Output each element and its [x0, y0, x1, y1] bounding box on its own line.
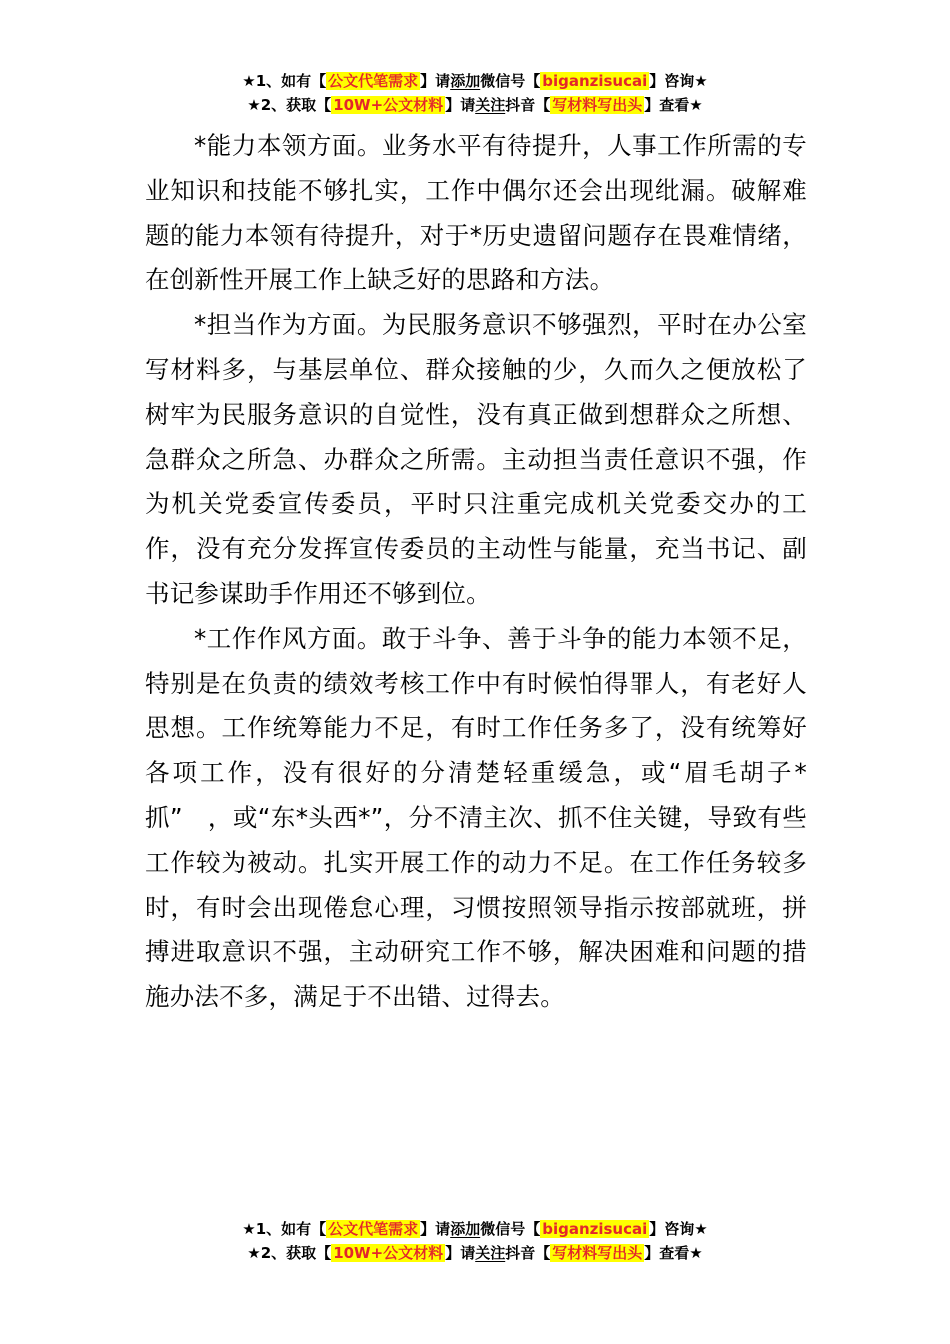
footer-line-2-mid2: 抖音【	[505, 1244, 551, 1262]
header-line-2-mid2: 抖音【	[505, 96, 551, 114]
header-line-2-prefix: ★2、获取【	[247, 96, 332, 114]
document-body	[145, 124, 807, 1020]
footer-line-1-mid2: 微信号【	[480, 1220, 541, 1238]
header-line-2	[0, 93, 950, 117]
footer-line-2-emphasis: 关注	[475, 1244, 506, 1262]
header-line-1-mid: 】请	[420, 72, 451, 90]
header-line-1-suffix: 】咨询★	[649, 72, 708, 90]
paragraph-ability: *能力本领方面。业务水平有待提升，人事工作所需的专业知识和技能不够扎实，工作中偶尔还会出现纰漏。破解难题的能力本领有待提升，对于*历史遗留问题存在畏难情绪，在创新性开展工作上缺乏好的思路和方法。	[145, 131, 807, 295]
header-line-1-emphasis: 添加	[450, 72, 481, 90]
footer-line-2-suffix: 】查看★	[644, 1244, 703, 1262]
header-line-1-prefix: ★1、如有【	[242, 72, 327, 90]
header-line-1-highlight-service: 公文代笔需求	[328, 72, 419, 90]
header-line-1-mid2: 微信号【	[480, 72, 541, 90]
header-line-1-highlight-wechat: biganzisucai	[542, 72, 648, 90]
footer-line-1-suffix: 】咨询★	[649, 1220, 708, 1238]
footer-line-2-prefix: ★2、获取【	[247, 1244, 332, 1262]
header-line-1	[0, 69, 950, 93]
footer-line-1-prefix: ★1、如有【	[242, 1220, 327, 1238]
footer-line-2	[0, 1241, 950, 1265]
footer-line-2-highlight-douyin: 写材料写出头	[552, 1244, 643, 1262]
paragraph-work-style: *工作作风方面。敢于斗争、善于斗争的能力本领不足，特别是在负责的绩效考核工作中有时候怕得罪人，有老好人思想。工作统筹能力不足，有时工作任务多了，没有统筹好各项工作，没有很好的分清楚轻重缓急，或“眉毛胡子*抓” ，或“东*头西*”，分不清主次、抓不住关键，导致有些工作较为被动。扎实开展工作的动力不足。在工作任务较多时，有时会出现倦怠心理，习惯按照领导指示按部就班，拼搏进取意识不强，主动研究工作不够，解决困难和问题的措施办法不多，满足于不出错、过得去。	[145, 623, 807, 1012]
footer-line-2-mid: 】请	[445, 1244, 476, 1262]
header-line-2-highlight-douyin: 写材料写出头	[552, 96, 643, 114]
footer-banner	[0, 1217, 950, 1265]
header-line-2-suffix: 】查看★	[644, 96, 703, 114]
paragraph-responsibility: *担当作为方面。为民服务意识不够强烈，平时在办公室写材料多，与基层单位、群众接触的少，久而久之便放松了树牢为民服务意识的自觉性，没有真正做到想群众之所想、急群众之所急、办群众之所需。主动担当责任意识不强，作为机关党委宣传委员，平时只注重完成机关党委交办的工作，没有充分发挥宣传委员的主动性与能量，充当书记、副书记参谋助手作用还不够到位。	[145, 310, 807, 608]
footer-line-1	[0, 1217, 950, 1241]
header-line-2-emphasis: 关注	[475, 96, 506, 114]
header-line-2-mid: 】请	[445, 96, 476, 114]
footer-line-2-highlight-materials: 10W+公文材料	[333, 1244, 444, 1262]
header-banner	[0, 69, 950, 117]
footer-line-1-highlight-service: 公文代笔需求	[328, 1220, 419, 1238]
header-line-2-highlight-materials: 10W+公文材料	[333, 96, 444, 114]
footer-line-1-emphasis: 添加	[450, 1220, 481, 1238]
footer-line-1-mid: 】请	[420, 1220, 451, 1238]
footer-line-1-highlight-wechat: biganzisucai	[542, 1220, 648, 1238]
